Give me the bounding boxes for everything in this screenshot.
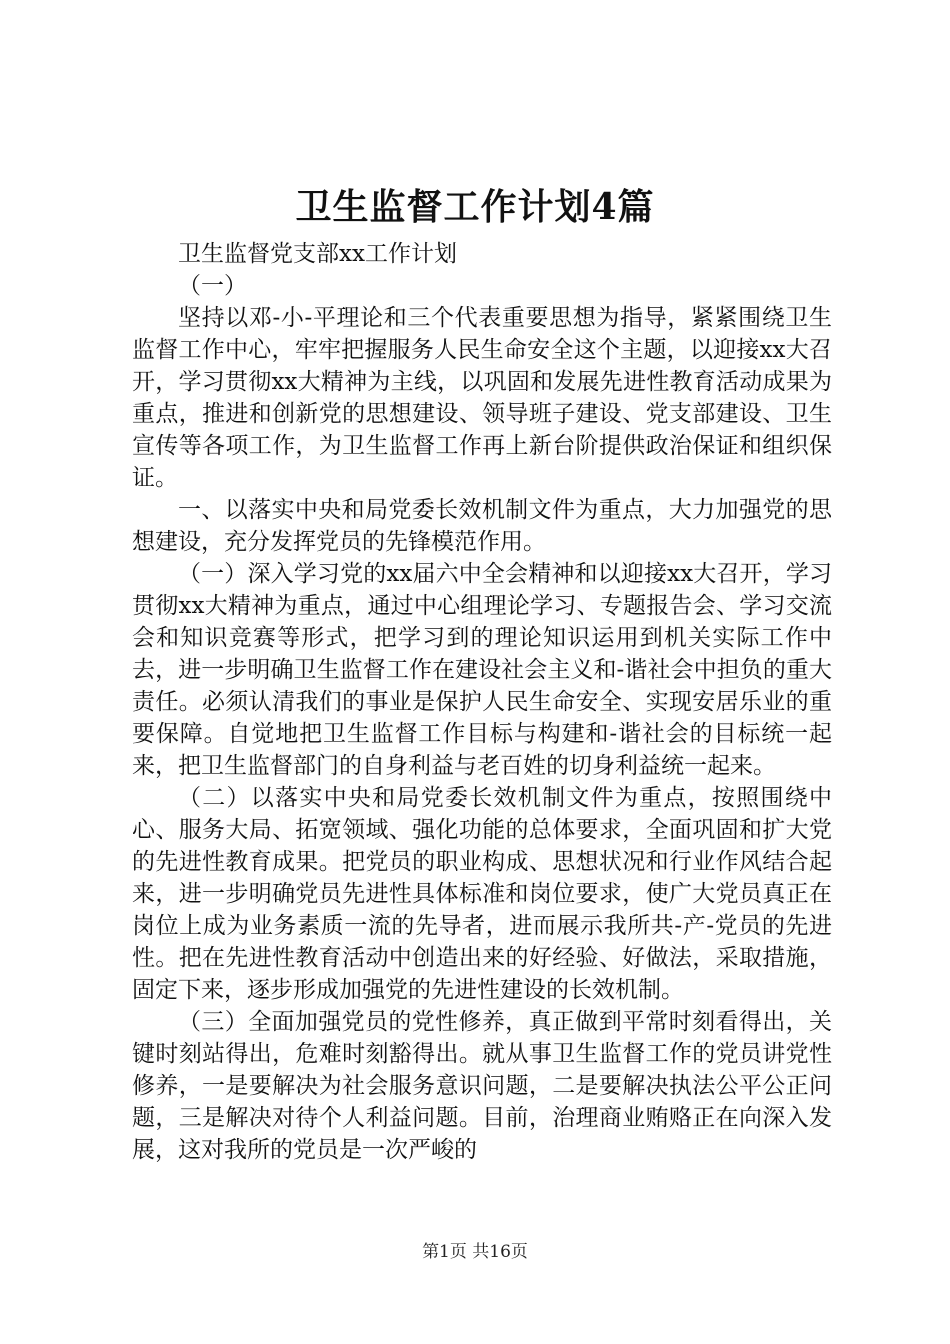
page-number-footer: 第1页 共16页 [422, 1242, 528, 1262]
part-marker: （一） [178, 273, 247, 299]
body-paragraph: 坚持以邓-小-平理论和三个代表重要思想为指导，紧紧围绕卫生监督工作中心，牢牢把握服务人民生命安全这个主题，以迎接xx大召开，学习贯彻xx大精神为主线，以巩固和发展先进性教育活动成果为重点，推进和创新党的思想建设、领导班子建设、党支部建设、卫生宣传等各项工作，为卫生监督工作再上新台阶提供政治保证和组织保证。 [132, 305, 832, 491]
document-body [132, 238, 832, 1166]
body-paragraph: 一、以落实中央和局党委长效机制文件为重点，大力加强党的思想建设，充分发挥党员的先锋模范作用。 [132, 497, 832, 555]
section-heading: 卫生监督党支部xx工作计划 [178, 241, 457, 267]
body-paragraph: （三）全面加强党员的党性修养，真正做到平常时刻看得出，关键时刻站得出，危难时刻豁得出。就从事卫生监督工作的党员讲党性修养，一是要解决为社会服务意识问题，二是要解决执法公平公正问题，三是解决对待个人利益问题。目前，治理商业贿赂正在向深入发展，这对我所的党员是一次严峻的 [132, 1009, 832, 1163]
body-paragraph: （一）深入学习党的xx届六中全会精神和以迎接xx大召开，学习贯彻xx大精神为重点，通过中心组理论学习、专题报告会、学习交流会和知识竞赛等形式，把学习到的理论知识运用到机关实际工作中去，进一步明确卫生监督工作在建设社会主义和-谐社会中担负的重大责任。必须认清我们的事业是保护人民生命安全、实现安居乐业的重要保障。自觉地把卫生监督工作目标与构建和-谐社会的目标统一起来，把卫生监督部门的自身利益与老百姓的切身利益统一起来。 [132, 561, 832, 779]
body-paragraph: （二）以落实中央和局党委长效机制文件为重点，按照围绕中心、服务大局、拓宽领域、强化功能的总体要求，全面巩固和扩大党的先进性教育成果。把党员的职业构成、思想状况和行业作风结合起来，进一步明确党员先进性具体标准和岗位要求，使广大党员真正在岗位上成为业务素质一流的先导者，进而展示我所共-产-党员的先进性。把在先进性教育活动中创造出来的好经验、好做法，采取措施，固定下来，逐步形成加强党的先进性建设的长效机制。 [132, 785, 832, 1003]
document-title: 卫生监督工作计划4篇 [295, 186, 655, 228]
